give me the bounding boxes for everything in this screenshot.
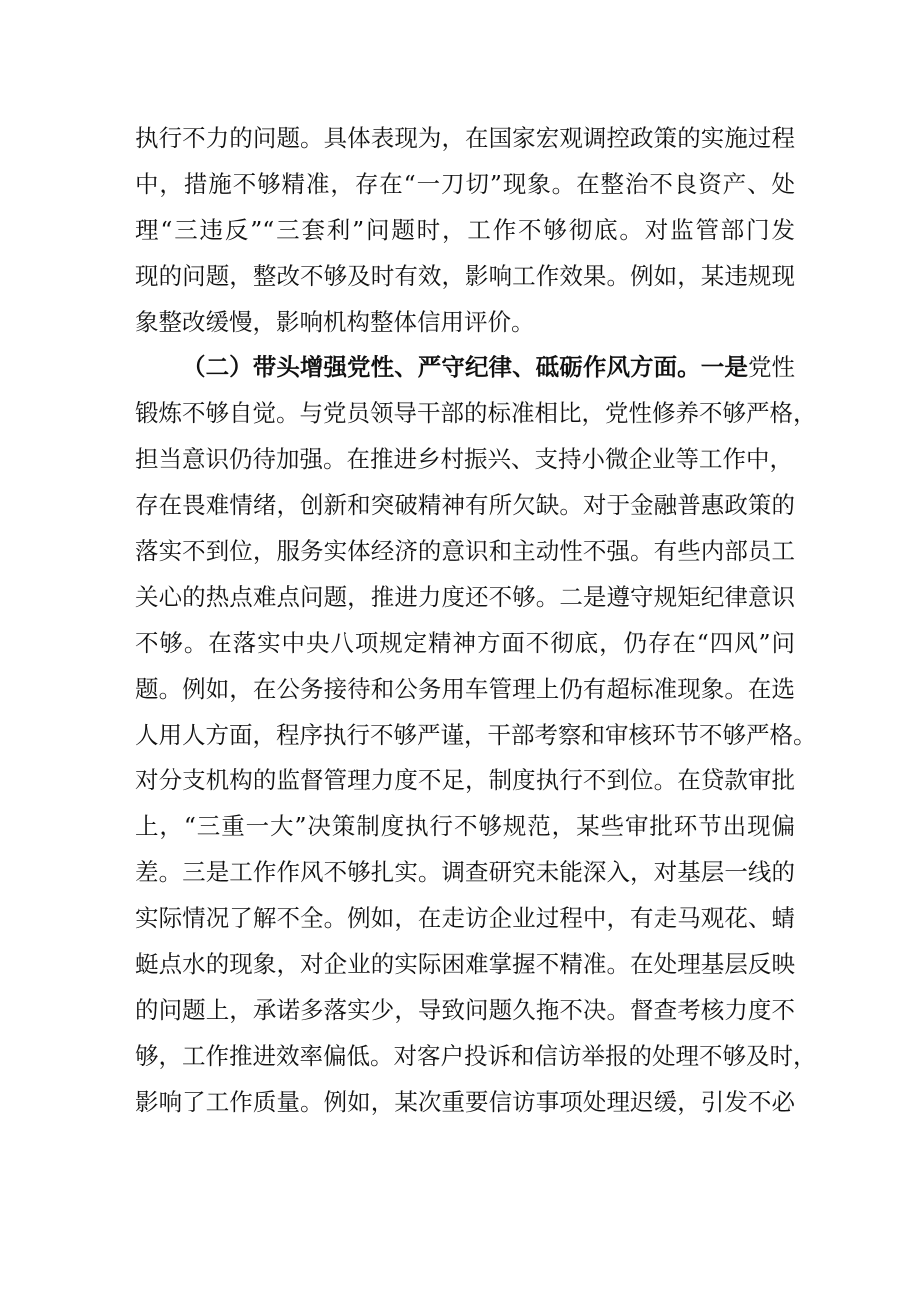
text-line: 理“三违反”“三套利”问题时，工作不够彻底。对监管部门发 [135, 215, 795, 244]
text-line: 影响了工作质量。例如，某次重要信访事项处理迟缓，引发不必 [135, 1087, 795, 1116]
text-line: 不够。在落实中央八项规定精神方面不彻底，仍存在“四风”问 [135, 628, 795, 657]
text-line: 象整改缓慢，影响机构整体信用评价。 [135, 307, 535, 336]
text-line: 锻炼不够自觉。与党员领导干部的标准相比，党性修养不够严格， [135, 399, 817, 428]
text-line: 够，工作推进效率偏低。对客户投诉和信访举报的处理不够及时， [135, 1041, 817, 1070]
text-line: 落实不到位，服务实体经济的意识和主动性不强。有些内部员工 [135, 537, 795, 566]
text-line: 差。三是工作作风不够扎实。调查研究未能深入，对基层一线的 [135, 858, 795, 887]
text-line: 的问题上，承诺多落实少，导致问题久拖不决。督查考核力度不 [135, 995, 795, 1024]
text-line: 执行不力的问题。具体表现为，在国家宏观调控政策的实施过程 [135, 124, 795, 152]
section-heading: （二）带头增强党性、严守纪律、砥砺作风方面。 [182, 353, 701, 382]
point-one-label: 一是 [700, 353, 748, 382]
text-line: 人用人方面，程序执行不够严谨，干部考察和审核环节不够严格。 [135, 720, 817, 749]
text-line: 对分支机构的监督管理力度不足，制度执行不到位。在贷款审批 [135, 766, 795, 795]
point-one-start: 党性 [747, 353, 796, 382]
text-line: 现的问题，整改不够及时有效，影响工作效果。例如，某违规现 [135, 261, 795, 290]
text-line: 存在畏难情绪，创新和突破精神有所欠缺。对于金融普惠政策的 [135, 491, 795, 520]
text-line: 实际情况了解不全。例如，在走访企业过程中，有走马观花、蜻 [135, 904, 795, 933]
section-heading-line [135, 345, 795, 391]
body-text [135, 116, 817, 1126]
text-line: 中，措施不够精准，存在“一刀切”现象。在整治不良资产、处 [135, 169, 795, 198]
text-line: 题。例如，在公务接待和公务用车管理上仍有超标准现象。在选 [135, 674, 795, 703]
text-line: 关心的热点难点问题，推进力度还不够。二是遵守规矩纪律意识 [135, 582, 795, 611]
text-line: 蜓点水的现象，对企业的实际困难掌握不精准。在处理基层反映 [135, 950, 795, 979]
text-line: 担当意识仍待加强。在推进乡村振兴、支持小微企业等工作中， [135, 445, 793, 474]
text-line: 上，“三重一大”决策制度执行不够规范，某些审批环节出现偏 [135, 812, 795, 841]
